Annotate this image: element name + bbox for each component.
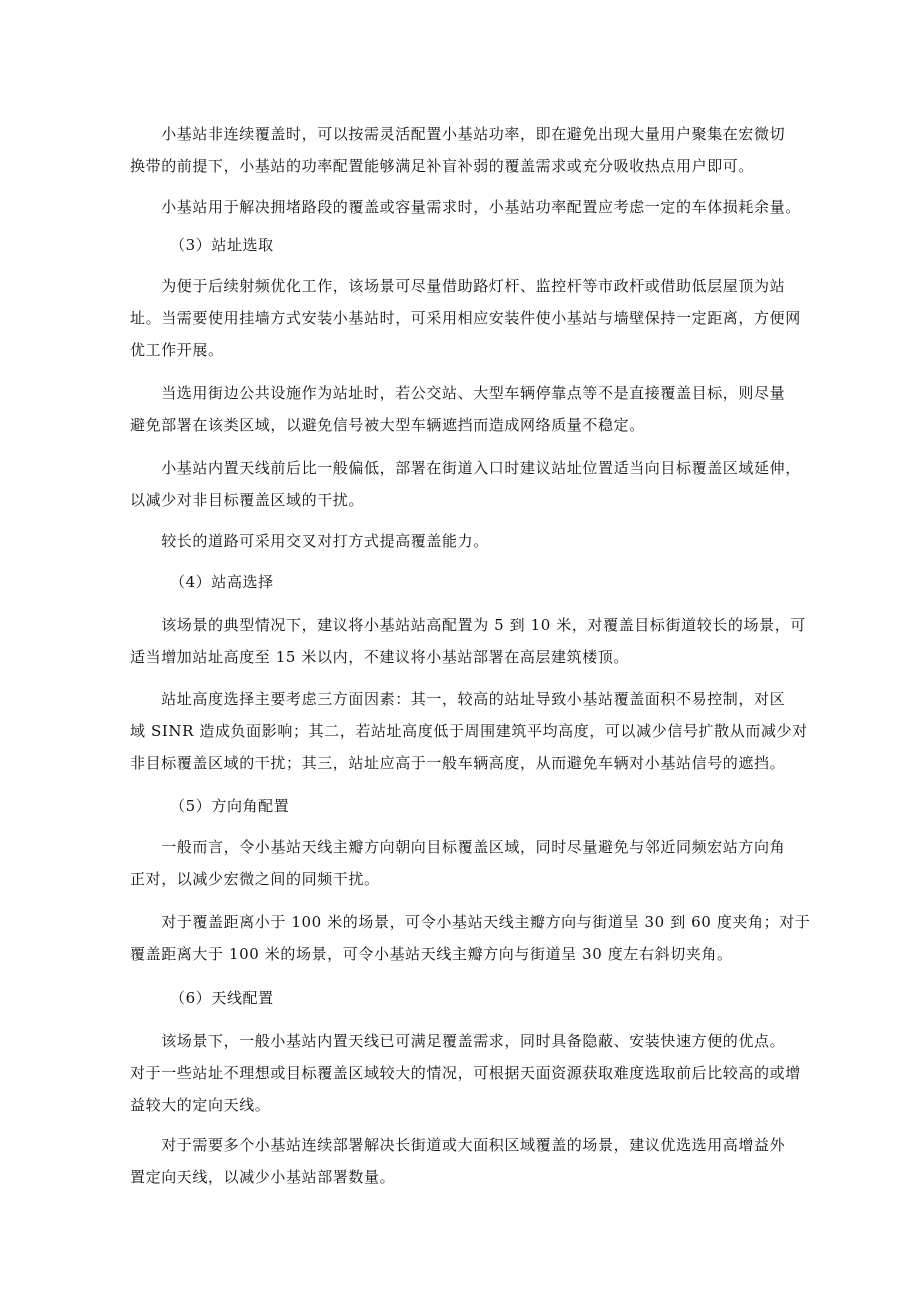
paragraph-line: 正对，以减少宏微之间的同频干扰。 xyxy=(130,870,380,888)
paragraph-line: 小基站非连续覆盖时，可以按需灵活配置小基站功率，即在避免出现大量用户聚集在宏微切 xyxy=(130,125,786,143)
paragraph-height-factors xyxy=(130,683,808,779)
paragraph-line: 益较大的定向天线。 xyxy=(130,1096,271,1114)
paragraph-line: 一般而言，令小基站天线主瓣方向朝向目标覆盖区域，同时尽量避免与邻近同频宏站方向角 xyxy=(130,838,786,856)
paragraph-line: 优工作开展。 xyxy=(130,341,224,359)
paragraph-typical-height xyxy=(130,609,806,673)
paragraph-line: 址。当需要使用挂墙方式安装小基站时，可采用相应安装件使小基站与墙壁保持一定距离，方便网 xyxy=(130,309,801,327)
paragraph-line: 换带的前提下，小基站的功率配置能够满足补盲补弱的覆盖需求或充分吸收热点用户即可。 xyxy=(130,157,755,175)
paragraph-line: 站址高度选择主要考虑三方面因素：其一，较高的站址导致小基站覆盖面积不易控制，对区 xyxy=(130,690,786,708)
section-heading-site-selection: （3）站址选取 xyxy=(170,236,274,254)
paragraph-line: 当选用街边公共设施作为站址时，若公交站、大型车辆停靠点等不是直接覆盖目标，则尽量 xyxy=(130,384,786,402)
paragraph-public-facilities xyxy=(130,377,795,441)
section-heading-azimuth: （5）方向角配置 xyxy=(170,797,290,815)
paragraph-line: 避免部署在该类区域，以避免信号被大型车辆遮挡而造成网络质量不稳定。 xyxy=(130,416,645,434)
paragraph-line: 非目标覆盖区域的干扰；其三，站址应高于一般车辆高度，从而避免车辆对小基站信号的遮挡。 xyxy=(130,754,786,772)
paragraph-power-noncontinuous xyxy=(130,118,795,182)
paragraph-line: 适当增加站址高度至 15 米以内，不建议将小基站部署在高层建筑楼顶。 xyxy=(130,648,630,666)
paragraph-main-lobe-direction xyxy=(130,831,795,895)
section-heading-site-height: （4）站高选择 xyxy=(170,573,274,591)
paragraph-line: 覆盖距离大于 100 米的场景，可令小基站天线主瓣方向与街道呈 30 度左右斜切夹角。 xyxy=(130,945,733,963)
section-heading-antenna: （6）天线配置 xyxy=(170,989,274,1007)
paragraph-line: 对于一些站址不理想或目标覆盖区域较大的情况，可根据天面资源获取难度选取前后比较高的或增 xyxy=(130,1064,801,1082)
paragraph-line: 以减少对非目标覆盖区域的干扰。 xyxy=(130,491,365,509)
paragraph-built-in-antenna xyxy=(130,1025,801,1121)
paragraph-site-poles xyxy=(130,270,801,366)
paragraph-long-roads xyxy=(130,525,795,557)
paragraph-line: 小基站用于解决拥堵路段的覆盖或容量需求时，小基站功率配置应考虑一定的车体损耗余量。 xyxy=(130,198,801,216)
paragraph-line: 该场景下，一般小基站内置天线已可满足覆盖需求，同时具备隐蔽、安装快速方便的优点。 xyxy=(130,1032,786,1050)
paragraph-high-gain-antenna xyxy=(130,1129,795,1193)
paragraph-line: 域 SINR 造成负面影响；其二，若站址高度低于周围建筑平均高度，可以减少信号扩散从而减少对 xyxy=(130,722,808,740)
paragraph-line: 为便于后续射频优化工作，该场景可尽量借助路灯杆、监控杆等市政杆或借助低层屋顶为站 xyxy=(130,277,786,295)
paragraph-line: 置定向天线，以减少小基站部署数量。 xyxy=(130,1168,396,1186)
paragraph-line: 对于需要多个小基站连续部署解决长街道或大面积区域覆盖的场景，建议优选选用高增益外 xyxy=(130,1136,786,1154)
paragraph-front-back-ratio xyxy=(130,452,801,516)
paragraph-coverage-distance-angle xyxy=(130,906,811,970)
paragraph-line: 较长的道路可采用交叉对打方式提高覆盖能力。 xyxy=(130,532,489,550)
paragraph-line: 对于覆盖距离小于 100 米的场景，可令小基站天线主瓣方向与街道呈 30 到 60 度夹角；对于 xyxy=(130,913,811,931)
paragraph-line: 小基站内置天线前后比一般偏低，部署在街道入口时建议站址位置适当向目标覆盖区域延伸， xyxy=(130,459,801,477)
paragraph-power-congested-road xyxy=(130,191,801,223)
paragraph-line: 该场景的典型情况下，建议将小基站站高配置为 5 到 10 米，对覆盖目标街道较长的场景，可 xyxy=(130,616,806,634)
